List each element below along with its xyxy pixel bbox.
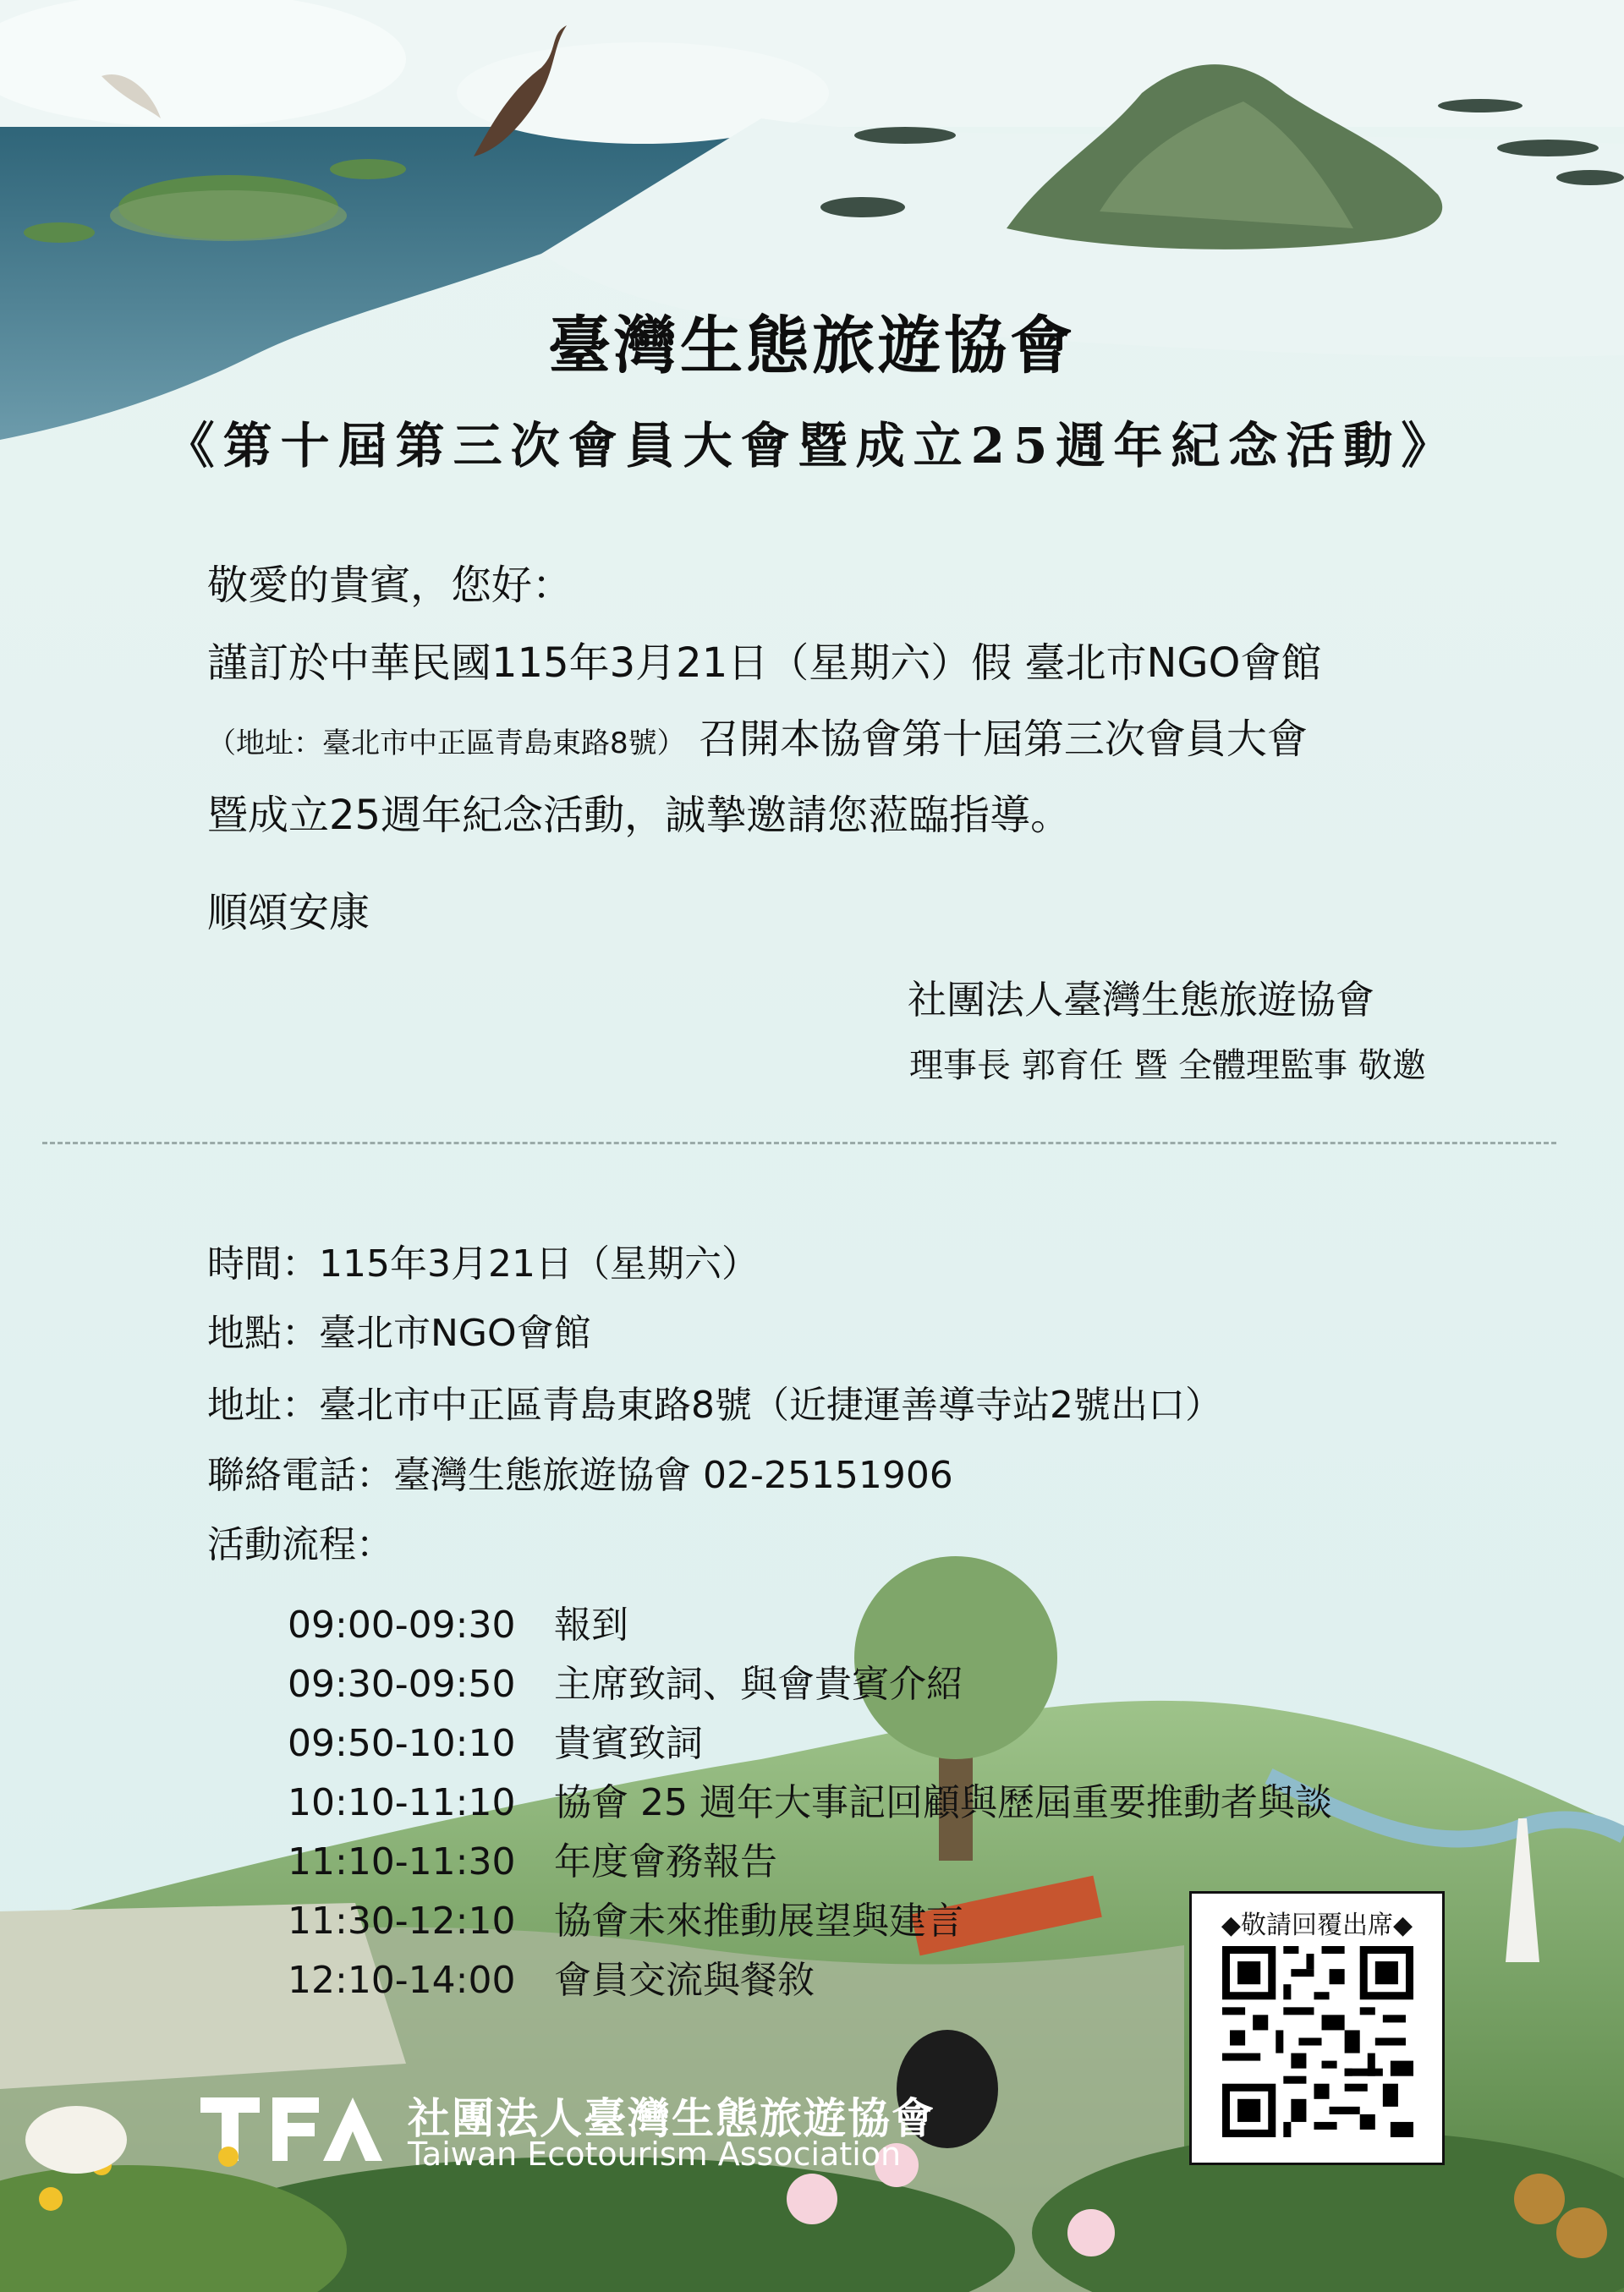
- schedule-item: 協會未來推動展望與建言: [554, 1900, 963, 1943]
- info-phone: 聯絡電話：臺灣生態旅遊協會 02-25151906: [207, 1454, 953, 1497]
- schedule-row: [288, 1713, 703, 1767]
- schedule-time: 12:10-14:00: [288, 1959, 516, 2002]
- closing: 順頌安康: [207, 889, 370, 936]
- greeting: 敬愛的貴賓，您好：: [207, 562, 573, 609]
- schedule-row: [288, 1949, 815, 2004]
- event-title: 《第十屆第三次會員大會暨成立25週年紀念活動》: [165, 417, 1459, 474]
- info-location: 地點：臺北市NGO會館: [207, 1312, 591, 1355]
- info-address: 地址：臺北市中正區青島東路8號（近捷運善導寺站2號出口）: [207, 1384, 1222, 1427]
- schedule-item: 報到: [554, 1604, 628, 1647]
- letter-line-1: 謹訂於中華民國115年3月21日（星期六）假 臺北市NGO會館: [207, 639, 1322, 687]
- letter-line-2: [207, 716, 1308, 763]
- schedule-row: [288, 1653, 963, 1708]
- rsvp-label: ◆敬請回覆出席◆: [1221, 1911, 1413, 1940]
- tea-logo-icon: [196, 2089, 391, 2174]
- qr-code-icon[interactable]: [1222, 1946, 1413, 2137]
- schedule-row: [288, 1772, 1332, 1826]
- schedule-item: 會員交流與餐敘: [554, 1959, 815, 2002]
- schedule-label: 活動流程：: [207, 1523, 393, 1566]
- schedule-time: 09:30-09:50: [288, 1663, 516, 1706]
- organization-title: 臺灣生態旅遊協會: [548, 310, 1076, 382]
- schedule-time: 11:30-12:10: [288, 1900, 516, 1943]
- schedule-item: 主席致詞、與會貴賓介紹: [554, 1663, 963, 1706]
- signature-organization: 社團法人臺灣生態旅遊協會: [908, 977, 1374, 1023]
- schedule-time: 09:50-10:10: [288, 1722, 516, 1765]
- schedule-time: 11:10-11:30: [288, 1840, 516, 1883]
- schedule-row: [288, 1831, 777, 1885]
- letter-line-3: 暨成立25週年紀念活動，誠摯邀請您蒞臨指導。: [207, 792, 1072, 839]
- letter-line-2-rest: 召開本協會第十屆第三次會員大會: [698, 716, 1308, 763]
- dashed-divider: [42, 1142, 1556, 1144]
- organization-logo: [196, 2085, 974, 2178]
- schedule-item: 年度會務報告: [554, 1840, 777, 1883]
- schedule-row: [288, 1594, 628, 1648]
- logo-english-name: Taiwan Ecotourism Association: [408, 2136, 902, 2173]
- logo-organization-name: 社團法人臺灣生態旅遊協會: [408, 2094, 935, 2143]
- schedule-item: 協會 25 週年大事記回顧與歷屆重要推動者與談: [554, 1781, 1332, 1824]
- schedule-time: 10:10-11:10: [288, 1781, 516, 1824]
- schedule-item: 貴賓致詞: [554, 1722, 703, 1765]
- schedule-row: [288, 1890, 963, 1944]
- address-note: （地址：臺北市中正區青島東路8號）: [207, 727, 686, 760]
- signature-people: 理事長 郭育任 暨 全體理監事 敬邀: [909, 1046, 1426, 1085]
- schedule-time: 09:00-09:30: [288, 1604, 516, 1647]
- info-time: 時間：115年3月21日（星期六）: [207, 1242, 759, 1286]
- rsvp-qr-box[interactable]: [1189, 1891, 1445, 2165]
